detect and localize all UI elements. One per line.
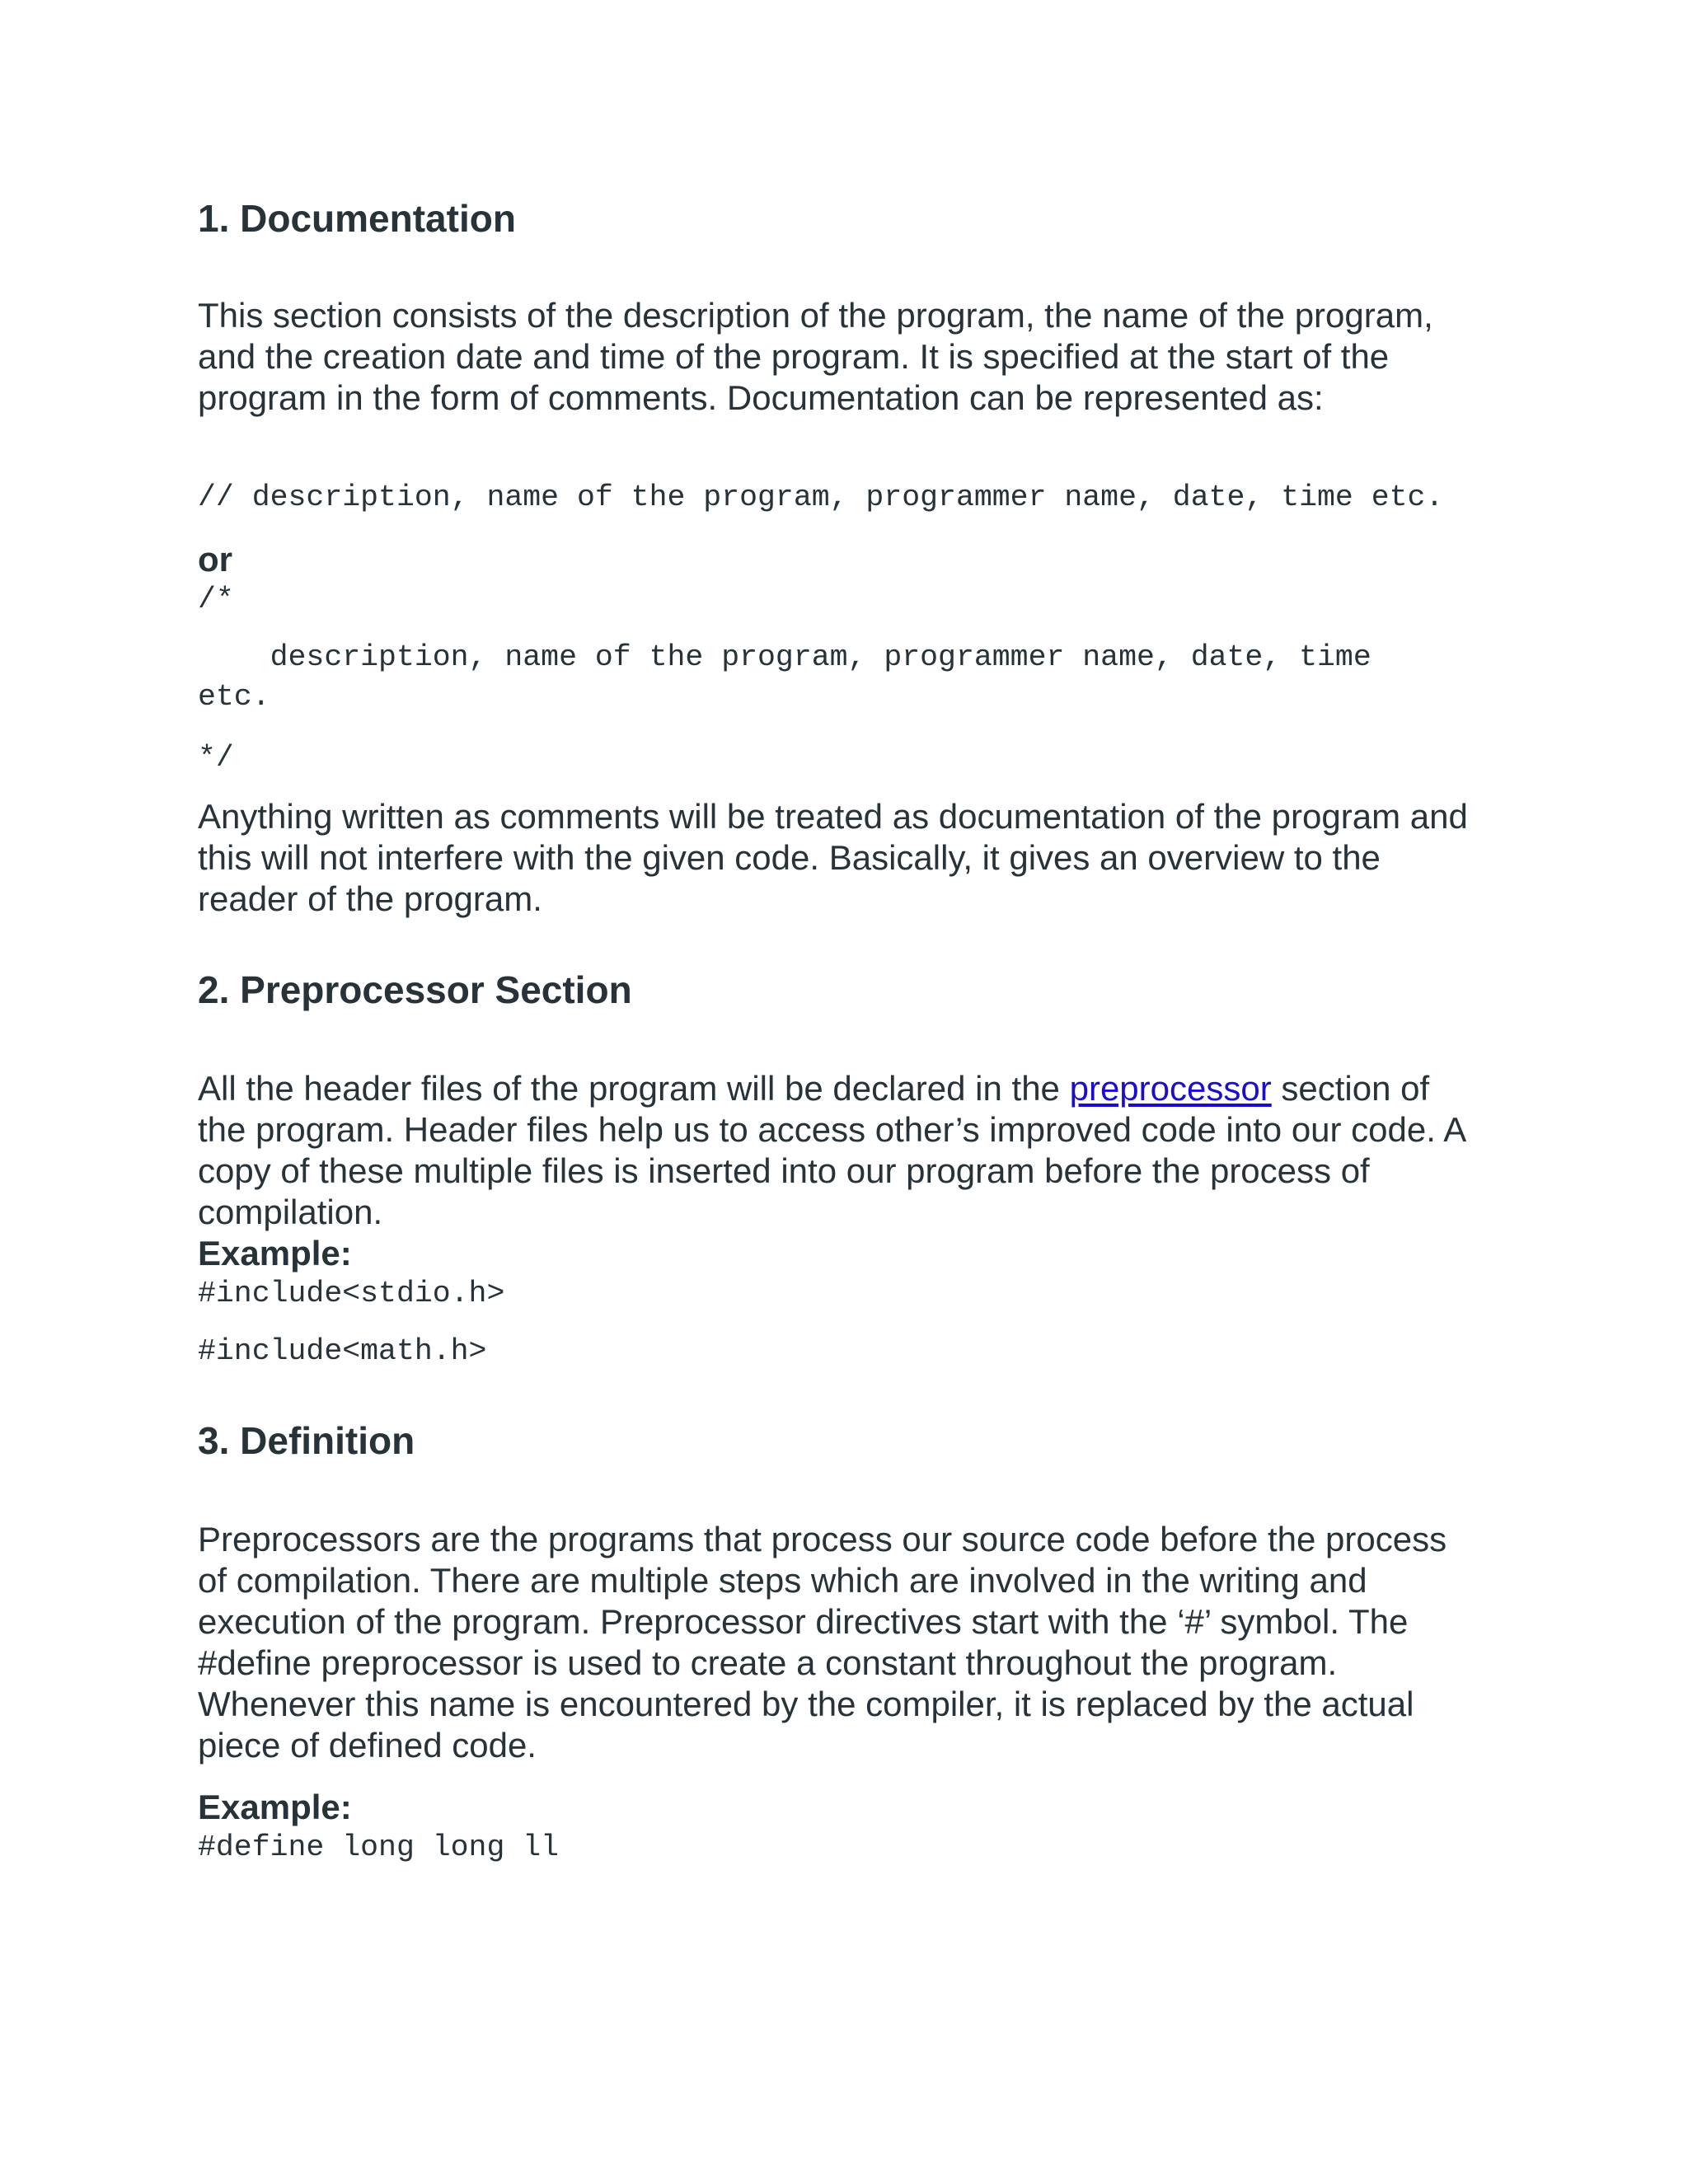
preprocessor-paragraph bbox=[198, 1068, 1484, 1233]
code-block-comment-line-2: etc. bbox=[198, 680, 270, 714]
documentation-intro-paragraph: This section consists of the description of the program, the name of the program, and the creation date and time of the program. It is specified at the start of the program in the form of comments. Documentation can be represented as: bbox=[198, 296, 1433, 417]
heading-definition: 3. Definition bbox=[198, 1419, 415, 1462]
code-include-math: #include<math.h> bbox=[198, 1334, 487, 1368]
heading-documentation: 1. Documentation bbox=[198, 197, 516, 240]
preprocessor-text-after-link: section of the program. Header files help us to access other’s improved code into our code. A copy of these multiple files is inserted into our program before the process of compilation. bbox=[198, 1069, 1465, 1231]
preprocessor-example-label: Example: bbox=[198, 1234, 352, 1272]
definition-example-label: Example: bbox=[198, 1788, 352, 1826]
code-single-line-comment: // description, name of the program, programmer name, date, time etc. bbox=[198, 480, 1444, 514]
preprocessor-link[interactable]: preprocessor bbox=[1069, 1069, 1272, 1108]
or-label: or bbox=[198, 540, 232, 579]
code-include-stdio: #include<stdio.h> bbox=[198, 1277, 505, 1310]
definition-paragraph: Preprocessors are the programs that process our source code before the process of compilation. There are multiple steps which are involved in the writing and execution of the program. Preprocessor directives start with the ‘#’ symbol. The #define preprocessor is used to create a constant throughout the program. Whenever this name is encountered by the compiler, it is replaced by the actual piece of defined code. bbox=[198, 1520, 1447, 1765]
preprocessor-text-before-link: All the header files of the program will be declared in the bbox=[198, 1069, 1070, 1108]
code-block-comment-open: /* bbox=[198, 583, 234, 616]
code-define-long-long: #define long long ll bbox=[198, 1830, 560, 1864]
documentation-outro-paragraph: Anything written as comments will be treated as documentation of the program and this will not interfere with the given code. Basically, it gives an overview to the reader of the program. bbox=[198, 797, 1468, 918]
heading-preprocessor-section: 2. Preprocessor Section bbox=[198, 968, 632, 1011]
code-block-comment-close: */ bbox=[198, 741, 234, 775]
code-block-comment-line-1: description, name of the program, programmer name, date, time bbox=[198, 640, 1372, 674]
